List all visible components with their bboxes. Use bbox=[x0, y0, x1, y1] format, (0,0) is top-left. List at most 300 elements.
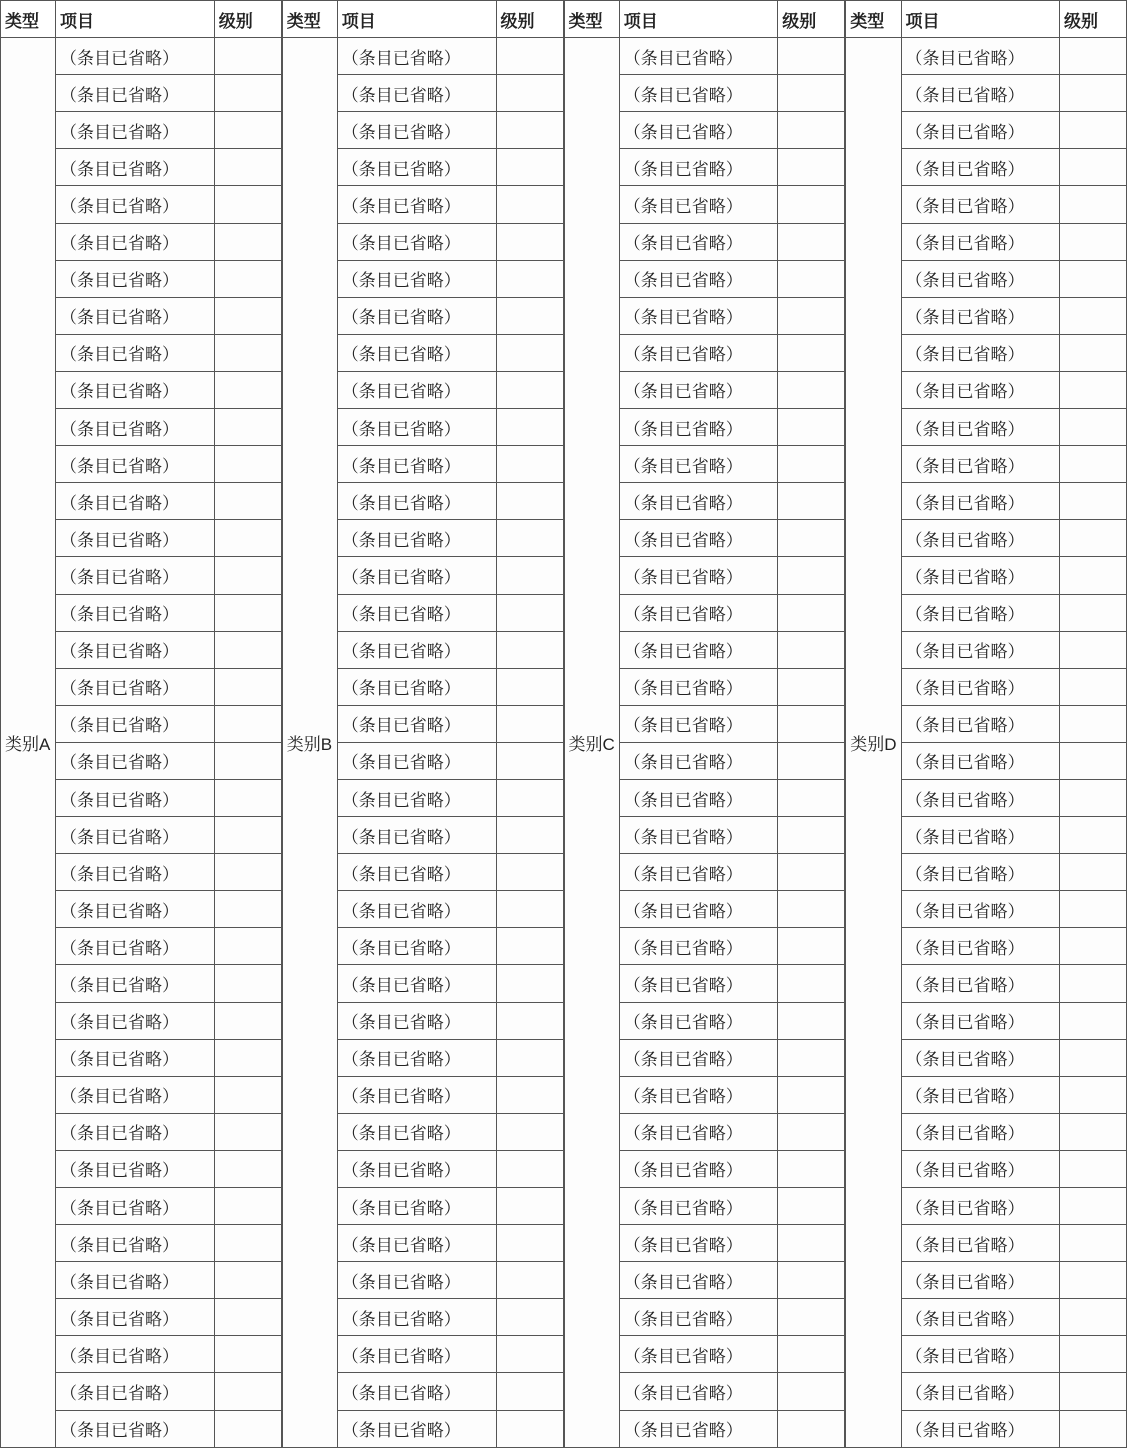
header-item: 项目 bbox=[901, 1, 1059, 38]
level-cell bbox=[496, 1299, 563, 1336]
item-cell: （条目已省略） bbox=[901, 1039, 1059, 1076]
item-cell: （条目已省略） bbox=[619, 75, 777, 112]
level-cell bbox=[1060, 594, 1127, 631]
level-cell bbox=[214, 520, 281, 557]
level-cell bbox=[496, 223, 563, 260]
item-cell: （条目已省略） bbox=[56, 334, 215, 371]
level-cell bbox=[1060, 668, 1127, 705]
item-cell: （条目已省略） bbox=[337, 1262, 496, 1299]
level-cell bbox=[214, 742, 281, 779]
level-cell bbox=[214, 409, 281, 446]
level-cell bbox=[496, 594, 563, 631]
item-cell: （条目已省略） bbox=[56, 631, 215, 668]
level-cell bbox=[214, 112, 281, 149]
item-cell: （条目已省略） bbox=[56, 557, 215, 594]
level-cell bbox=[778, 965, 845, 1002]
level-cell bbox=[778, 186, 845, 223]
level-cell bbox=[496, 334, 563, 371]
item-cell: （条目已省略） bbox=[337, 1336, 496, 1373]
table-row bbox=[282, 38, 563, 75]
level-cell bbox=[214, 1225, 281, 1262]
item-cell: （条目已省略） bbox=[56, 1410, 215, 1447]
item-cell: （条目已省略） bbox=[619, 186, 777, 223]
level-cell bbox=[214, 779, 281, 816]
item-cell: （条目已省略） bbox=[337, 520, 496, 557]
item-cell: （条目已省略） bbox=[901, 260, 1059, 297]
level-cell bbox=[496, 520, 563, 557]
item-cell: （条目已省略） bbox=[56, 1299, 215, 1336]
level-cell bbox=[496, 557, 563, 594]
item-cell: （条目已省略） bbox=[337, 1410, 496, 1447]
level-cell bbox=[214, 631, 281, 668]
level-cell bbox=[214, 1039, 281, 1076]
item-cell: （条目已省略） bbox=[619, 297, 777, 334]
item-cell: （条目已省略） bbox=[619, 38, 777, 75]
item-cell: （条目已省略） bbox=[619, 854, 777, 891]
level-cell bbox=[214, 297, 281, 334]
item-cell: （条目已省略） bbox=[901, 520, 1059, 557]
item-cell: （条目已省略） bbox=[56, 594, 215, 631]
item-cell: （条目已省略） bbox=[619, 1150, 777, 1187]
item-cell: （条目已省略） bbox=[901, 891, 1059, 928]
item-cell: （条目已省略） bbox=[56, 186, 215, 223]
item-cell: （条目已省略） bbox=[619, 446, 777, 483]
level-cell bbox=[214, 446, 281, 483]
category-cell: 类别A bbox=[1, 38, 56, 1448]
item-cell: （条目已省略） bbox=[901, 371, 1059, 408]
level-cell bbox=[214, 705, 281, 742]
item-cell: （条目已省略） bbox=[337, 891, 496, 928]
checklist-table-1 bbox=[282, 0, 564, 1448]
level-cell bbox=[1060, 965, 1127, 1002]
item-cell: （条目已省略） bbox=[901, 1002, 1059, 1039]
level-cell bbox=[214, 1410, 281, 1447]
level-cell bbox=[496, 928, 563, 965]
level-cell bbox=[1060, 1150, 1127, 1187]
item-cell: （条目已省略） bbox=[337, 557, 496, 594]
level-cell bbox=[496, 1336, 563, 1373]
level-cell bbox=[1060, 891, 1127, 928]
item-cell: （条目已省略） bbox=[337, 371, 496, 408]
level-cell bbox=[214, 38, 281, 75]
level-cell bbox=[778, 1262, 845, 1299]
level-cell bbox=[1060, 779, 1127, 816]
item-cell: （条目已省略） bbox=[337, 1076, 496, 1113]
item-cell: （条目已省略） bbox=[619, 1410, 777, 1447]
level-cell bbox=[496, 1039, 563, 1076]
item-cell: （条目已省略） bbox=[56, 1373, 215, 1410]
item-cell: （条目已省略） bbox=[619, 594, 777, 631]
item-cell: （条目已省略） bbox=[901, 1150, 1059, 1187]
item-cell: （条目已省略） bbox=[337, 668, 496, 705]
item-cell: （条目已省略） bbox=[337, 742, 496, 779]
header-item: 项目 bbox=[619, 1, 777, 38]
level-cell bbox=[214, 891, 281, 928]
level-cell bbox=[778, 668, 845, 705]
level-cell bbox=[214, 817, 281, 854]
item-cell: （条目已省略） bbox=[337, 38, 496, 75]
level-cell bbox=[214, 928, 281, 965]
item-cell: （条目已省略） bbox=[56, 38, 215, 75]
item-cell: （条目已省略） bbox=[56, 668, 215, 705]
item-cell: （条目已省略） bbox=[56, 520, 215, 557]
level-cell bbox=[214, 223, 281, 260]
level-cell bbox=[778, 594, 845, 631]
item-cell: （条目已省略） bbox=[619, 631, 777, 668]
item-cell: （条目已省略） bbox=[901, 483, 1059, 520]
level-cell bbox=[1060, 186, 1127, 223]
level-cell bbox=[214, 483, 281, 520]
level-cell bbox=[778, 38, 845, 75]
item-cell: （条目已省略） bbox=[337, 1039, 496, 1076]
level-cell bbox=[214, 149, 281, 186]
level-cell bbox=[1060, 1299, 1127, 1336]
item-cell: （条目已省略） bbox=[901, 75, 1059, 112]
item-cell: （条目已省略） bbox=[337, 1225, 496, 1262]
level-cell bbox=[214, 668, 281, 705]
item-cell: （条目已省略） bbox=[56, 297, 215, 334]
level-cell bbox=[1060, 1373, 1127, 1410]
level-cell bbox=[214, 1150, 281, 1187]
level-cell bbox=[778, 928, 845, 965]
level-cell bbox=[778, 1299, 845, 1336]
level-cell bbox=[1060, 297, 1127, 334]
level-cell bbox=[496, 631, 563, 668]
item-cell: （条目已省略） bbox=[619, 112, 777, 149]
level-cell bbox=[778, 557, 845, 594]
level-cell bbox=[778, 854, 845, 891]
checklist-table-2 bbox=[564, 0, 846, 1448]
level-cell bbox=[778, 112, 845, 149]
item-cell: （条目已省略） bbox=[337, 149, 496, 186]
header-type: 类型 bbox=[846, 1, 901, 38]
item-cell: （条目已省略） bbox=[56, 891, 215, 928]
item-cell: （条目已省略） bbox=[56, 1076, 215, 1113]
level-cell bbox=[214, 557, 281, 594]
item-cell: （条目已省略） bbox=[337, 483, 496, 520]
item-cell: （条目已省略） bbox=[901, 631, 1059, 668]
level-cell bbox=[214, 75, 281, 112]
level-cell bbox=[496, 1076, 563, 1113]
category-cell: 类别C bbox=[564, 38, 619, 1448]
level-cell bbox=[1060, 1188, 1127, 1225]
item-cell: （条目已省略） bbox=[337, 1373, 496, 1410]
level-cell bbox=[496, 1373, 563, 1410]
level-cell bbox=[1060, 1225, 1127, 1262]
level-cell bbox=[1060, 409, 1127, 446]
level-cell bbox=[778, 260, 845, 297]
header-level: 级别 bbox=[1060, 1, 1127, 38]
level-cell bbox=[778, 334, 845, 371]
item-cell: （条目已省略） bbox=[619, 928, 777, 965]
level-cell bbox=[1060, 854, 1127, 891]
item-cell: （条目已省略） bbox=[901, 965, 1059, 1002]
item-cell: （条目已省略） bbox=[56, 1002, 215, 1039]
item-cell: （条目已省略） bbox=[901, 668, 1059, 705]
level-cell bbox=[1060, 742, 1127, 779]
header-level: 级别 bbox=[214, 1, 281, 38]
item-cell: （条目已省略） bbox=[337, 705, 496, 742]
item-cell: （条目已省略） bbox=[337, 1188, 496, 1225]
item-cell: （条目已省略） bbox=[901, 1336, 1059, 1373]
item-cell: （条目已省略） bbox=[901, 409, 1059, 446]
level-cell bbox=[1060, 1262, 1127, 1299]
level-cell bbox=[214, 854, 281, 891]
level-cell bbox=[1060, 446, 1127, 483]
level-cell bbox=[1060, 705, 1127, 742]
level-cell bbox=[1060, 1039, 1127, 1076]
level-cell bbox=[1060, 75, 1127, 112]
level-cell bbox=[778, 149, 845, 186]
item-cell: （条目已省略） bbox=[56, 1336, 215, 1373]
level-cell bbox=[496, 965, 563, 1002]
item-cell: （条目已省略） bbox=[619, 779, 777, 816]
item-cell: （条目已省略） bbox=[901, 1410, 1059, 1447]
level-cell bbox=[778, 779, 845, 816]
level-cell bbox=[496, 1002, 563, 1039]
item-cell: （条目已省略） bbox=[56, 1262, 215, 1299]
level-cell bbox=[214, 965, 281, 1002]
level-cell bbox=[1060, 817, 1127, 854]
level-cell bbox=[1060, 223, 1127, 260]
item-cell: （条目已省略） bbox=[56, 817, 215, 854]
level-cell bbox=[496, 112, 563, 149]
item-cell: （条目已省略） bbox=[901, 742, 1059, 779]
level-cell bbox=[1060, 149, 1127, 186]
item-cell: （条目已省略） bbox=[901, 446, 1059, 483]
item-cell: （条目已省略） bbox=[619, 1225, 777, 1262]
level-cell bbox=[496, 854, 563, 891]
level-cell bbox=[214, 371, 281, 408]
item-cell: （条目已省略） bbox=[619, 705, 777, 742]
level-cell bbox=[778, 1373, 845, 1410]
item-cell: （条目已省略） bbox=[337, 1150, 496, 1187]
item-cell: （条目已省略） bbox=[337, 854, 496, 891]
item-cell: （条目已省略） bbox=[901, 817, 1059, 854]
item-cell: （条目已省略） bbox=[56, 928, 215, 965]
item-cell: （条目已省略） bbox=[619, 1113, 777, 1150]
item-cell: （条目已省略） bbox=[56, 1113, 215, 1150]
item-cell: （条目已省略） bbox=[56, 75, 215, 112]
item-cell: （条目已省略） bbox=[56, 149, 215, 186]
level-cell bbox=[778, 742, 845, 779]
category-cell: 类别B bbox=[282, 38, 337, 1448]
item-cell: （条目已省略） bbox=[337, 260, 496, 297]
level-cell bbox=[214, 1336, 281, 1373]
level-cell bbox=[496, 483, 563, 520]
level-cell bbox=[214, 260, 281, 297]
level-cell bbox=[778, 1188, 845, 1225]
item-cell: （条目已省略） bbox=[619, 520, 777, 557]
level-cell bbox=[1060, 557, 1127, 594]
level-cell bbox=[1060, 1002, 1127, 1039]
level-cell bbox=[496, 409, 563, 446]
item-cell: （条目已省略） bbox=[56, 112, 215, 149]
category-cell: 类别D bbox=[846, 38, 901, 1448]
level-cell bbox=[778, 1150, 845, 1187]
level-cell bbox=[496, 891, 563, 928]
header-type: 类型 bbox=[564, 1, 619, 38]
level-cell bbox=[214, 1113, 281, 1150]
item-cell: （条目已省略） bbox=[619, 483, 777, 520]
level-cell bbox=[496, 1262, 563, 1299]
level-cell bbox=[214, 1188, 281, 1225]
item-cell: （条目已省略） bbox=[56, 223, 215, 260]
item-cell: （条目已省略） bbox=[337, 186, 496, 223]
level-cell bbox=[778, 520, 845, 557]
item-cell: （条目已省略） bbox=[56, 742, 215, 779]
item-cell: （条目已省略） bbox=[337, 112, 496, 149]
item-cell: （条目已省略） bbox=[619, 260, 777, 297]
level-cell bbox=[496, 260, 563, 297]
item-cell: （条目已省略） bbox=[901, 334, 1059, 371]
table-row bbox=[1, 38, 282, 75]
item-cell: （条目已省略） bbox=[337, 446, 496, 483]
item-cell: （条目已省略） bbox=[56, 1150, 215, 1187]
level-cell bbox=[778, 223, 845, 260]
level-cell bbox=[496, 297, 563, 334]
item-cell: （条目已省略） bbox=[901, 779, 1059, 816]
level-cell bbox=[778, 817, 845, 854]
item-cell: （条目已省略） bbox=[619, 742, 777, 779]
item-cell: （条目已省略） bbox=[619, 891, 777, 928]
checklist-table-0 bbox=[0, 0, 282, 1448]
level-cell bbox=[778, 1410, 845, 1447]
item-cell: （条目已省略） bbox=[337, 1002, 496, 1039]
level-cell bbox=[778, 409, 845, 446]
item-cell: （条目已省略） bbox=[337, 75, 496, 112]
table-row bbox=[564, 38, 845, 75]
level-cell bbox=[496, 75, 563, 112]
item-cell: （条目已省略） bbox=[901, 705, 1059, 742]
item-cell: （条目已省略） bbox=[56, 371, 215, 408]
item-cell: （条目已省略） bbox=[619, 1188, 777, 1225]
item-cell: （条目已省略） bbox=[619, 965, 777, 1002]
level-cell bbox=[1060, 334, 1127, 371]
item-cell: （条目已省略） bbox=[337, 334, 496, 371]
item-cell: （条目已省略） bbox=[337, 1113, 496, 1150]
level-cell bbox=[496, 1225, 563, 1262]
level-cell bbox=[1060, 371, 1127, 408]
item-cell: （条目已省略） bbox=[337, 631, 496, 668]
item-cell: （条目已省略） bbox=[337, 409, 496, 446]
level-cell bbox=[496, 1410, 563, 1447]
level-cell bbox=[1060, 520, 1127, 557]
header-item: 项目 bbox=[56, 1, 215, 38]
level-cell bbox=[496, 817, 563, 854]
level-cell bbox=[496, 779, 563, 816]
level-cell bbox=[778, 75, 845, 112]
level-cell bbox=[1060, 1336, 1127, 1373]
item-cell: （条目已省略） bbox=[56, 854, 215, 891]
item-cell: （条目已省略） bbox=[619, 1336, 777, 1373]
level-cell bbox=[496, 38, 563, 75]
item-cell: （条目已省略） bbox=[56, 446, 215, 483]
level-cell bbox=[778, 446, 845, 483]
item-cell: （条目已省略） bbox=[56, 483, 215, 520]
item-cell: （条目已省略） bbox=[619, 409, 777, 446]
header-level: 级别 bbox=[778, 1, 845, 38]
level-cell bbox=[778, 891, 845, 928]
item-cell: （条目已省略） bbox=[619, 334, 777, 371]
item-cell: （条目已省略） bbox=[337, 1299, 496, 1336]
level-cell bbox=[496, 742, 563, 779]
level-cell bbox=[1060, 928, 1127, 965]
level-cell bbox=[496, 668, 563, 705]
level-cell bbox=[778, 297, 845, 334]
level-cell bbox=[214, 1262, 281, 1299]
item-cell: （条目已省略） bbox=[901, 557, 1059, 594]
item-cell: （条目已省略） bbox=[901, 1225, 1059, 1262]
level-cell bbox=[1060, 1076, 1127, 1113]
level-cell bbox=[778, 631, 845, 668]
item-cell: （条目已省略） bbox=[337, 965, 496, 1002]
item-cell: （条目已省略） bbox=[619, 668, 777, 705]
item-cell: （条目已省略） bbox=[619, 1002, 777, 1039]
item-cell: （条目已省略） bbox=[901, 186, 1059, 223]
item-cell: （条目已省略） bbox=[901, 38, 1059, 75]
item-cell: （条目已省略） bbox=[337, 297, 496, 334]
item-cell: （条目已省略） bbox=[337, 928, 496, 965]
item-cell: （条目已省略） bbox=[337, 817, 496, 854]
level-cell bbox=[778, 1113, 845, 1150]
item-cell: （条目已省略） bbox=[901, 1113, 1059, 1150]
level-cell bbox=[214, 1002, 281, 1039]
item-cell: （条目已省略） bbox=[619, 223, 777, 260]
item-cell: （条目已省略） bbox=[619, 557, 777, 594]
level-cell bbox=[496, 186, 563, 223]
item-cell: （条目已省略） bbox=[619, 371, 777, 408]
level-cell bbox=[778, 1002, 845, 1039]
header-item: 项目 bbox=[337, 1, 496, 38]
level-cell bbox=[778, 1225, 845, 1262]
level-cell bbox=[778, 483, 845, 520]
table-row bbox=[846, 38, 1127, 75]
item-cell: （条目已省略） bbox=[619, 1076, 777, 1113]
level-cell bbox=[1060, 483, 1127, 520]
level-cell bbox=[496, 1150, 563, 1187]
level-cell bbox=[214, 594, 281, 631]
item-cell: （条目已省略） bbox=[56, 705, 215, 742]
item-cell: （条目已省略） bbox=[619, 1039, 777, 1076]
level-cell bbox=[496, 705, 563, 742]
header-type: 类型 bbox=[1, 1, 56, 38]
level-cell bbox=[214, 334, 281, 371]
item-cell: （条目已省略） bbox=[337, 223, 496, 260]
level-cell bbox=[778, 371, 845, 408]
item-cell: （条目已省略） bbox=[901, 854, 1059, 891]
level-cell bbox=[496, 371, 563, 408]
level-cell bbox=[496, 1188, 563, 1225]
item-cell: （条目已省略） bbox=[901, 1076, 1059, 1113]
level-cell bbox=[778, 705, 845, 742]
item-cell: （条目已省略） bbox=[901, 1188, 1059, 1225]
item-cell: （条目已省略） bbox=[901, 149, 1059, 186]
level-cell bbox=[214, 1373, 281, 1410]
item-cell: （条目已省略） bbox=[901, 297, 1059, 334]
level-cell bbox=[778, 1039, 845, 1076]
item-cell: （条目已省略） bbox=[337, 594, 496, 631]
level-cell bbox=[1060, 260, 1127, 297]
item-cell: （条目已省略） bbox=[619, 149, 777, 186]
level-cell bbox=[214, 186, 281, 223]
level-cell bbox=[214, 1076, 281, 1113]
item-cell: （条目已省略） bbox=[901, 1299, 1059, 1336]
item-cell: （条目已省略） bbox=[56, 1039, 215, 1076]
item-cell: （条目已省略） bbox=[56, 779, 215, 816]
level-cell bbox=[1060, 631, 1127, 668]
level-cell bbox=[496, 149, 563, 186]
